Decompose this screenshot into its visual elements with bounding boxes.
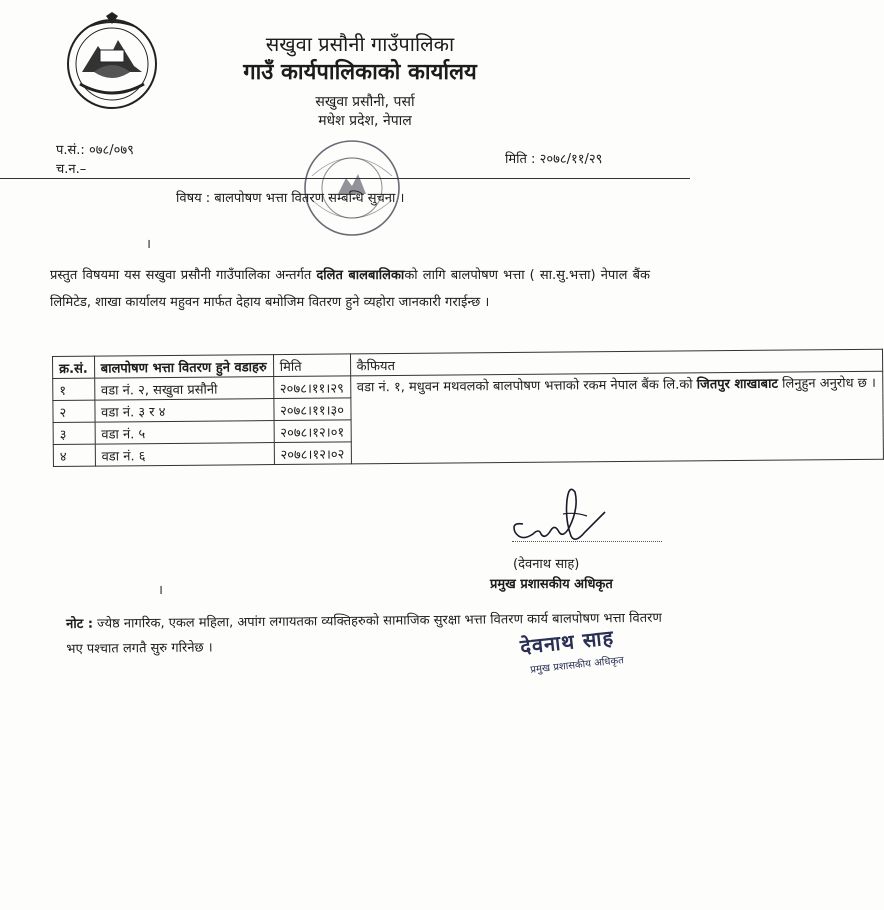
body-paragraph	[50, 262, 650, 316]
signatory-title: प्रमुख प्रशासकीय अधिकृत	[490, 577, 613, 592]
note-text: ज्येष्ठ नागरिक, एकल महिला, अपांग लगायतका व्यक्तिहरुको सामाजिक सुरक्षा भत्ता वितरण कार्य बालपोषण भत्ता वितरण भए पश्चात लगतै सुरु गरिनेछ ।	[66, 610, 662, 657]
name-stamp: देवनाथ साह	[519, 625, 616, 659]
body-text-bold: दलित बालबालिका	[316, 268, 405, 283]
dispatch-number: च.न.–	[56, 162, 87, 177]
row-date: २०७८।११।३०	[273, 398, 350, 421]
address-line-1: सखुवा प्रसौनी, पर्सा	[315, 94, 415, 110]
note-label: नोट :	[66, 616, 94, 632]
body-text-part-1: प्रस्तुत विषयमा यस सखुवा प्रसौनी गाउँपालिका अन्तर्गत	[50, 268, 317, 283]
office-name: गाउँ कार्यपालिकाको कार्यालय	[243, 60, 477, 85]
subject-line: विषय : बालपोषण भत्ता वितरण सम्बन्धि सुचना ।	[176, 191, 405, 206]
distribution-table	[52, 349, 884, 467]
row-serial: १	[53, 378, 95, 400]
header-remark: कैफियत	[350, 349, 882, 376]
signature-line	[512, 540, 662, 542]
remark-text-part-1: वडा नं. १, मधुवन मथवलको बालपोषण भत्ताको रकम नेपाल बैंक लि.को	[356, 377, 697, 396]
municipality-name: सखुवा प्रसौनी गाउँपालिका	[265, 32, 455, 56]
row-date: २०७८।१२।०१	[274, 420, 351, 443]
name-stamp-title: प्रमुख प्रशासकीय अधिकृत	[529, 655, 625, 676]
margin-mark: ।	[146, 237, 151, 252]
row-ward: वडा नं. ३ र ४	[95, 399, 274, 423]
signatory-name: (देवनाथ साह)	[513, 557, 580, 572]
row-date: २०७८।१२।०२	[274, 442, 351, 465]
row-serial: २	[53, 400, 95, 422]
header-divider	[0, 178, 690, 179]
body-text-part-2: को लागि बालपोषण भत्ता ( सा.सु.भत्ता) नेपाल बैंक लिमिटेड, शाखा कार्यालय महुवन मार्फत देहाय बमोजिम वितरण हुने व्यहोरा जानकारी गराईन्छ ।	[50, 268, 650, 310]
row-date: २०७८।११।२९	[273, 376, 350, 399]
remark-text-bold: जितपुर शाखाबाट	[696, 376, 779, 393]
address-line-2: मधेश प्रदेश, नेपाल	[318, 113, 412, 129]
row-serial: ३	[53, 422, 95, 444]
row-ward: वडा नं. ५	[95, 421, 274, 445]
remark-cell	[350, 371, 883, 464]
row-ward: वडा नं. ६	[95, 443, 274, 467]
letter-reference-number: प.सं.: ०७८/०७९	[56, 143, 134, 158]
letter-date: मिति : २०७८/११/२९	[505, 152, 603, 167]
margin-mark: ।	[158, 583, 163, 598]
row-ward: वडा नं. २, सखुवा प्रसौनी	[94, 377, 273, 401]
header-date: मिति	[273, 354, 350, 377]
header-ward: बालपोषण भत्ता वितरण हुने वडाहरु	[94, 355, 273, 379]
row-serial: ४	[53, 444, 95, 466]
header-serial: क्र.सं.	[53, 356, 95, 378]
remark-text-part-2: लिनुहुन अनुरोध छ ।	[777, 375, 876, 392]
